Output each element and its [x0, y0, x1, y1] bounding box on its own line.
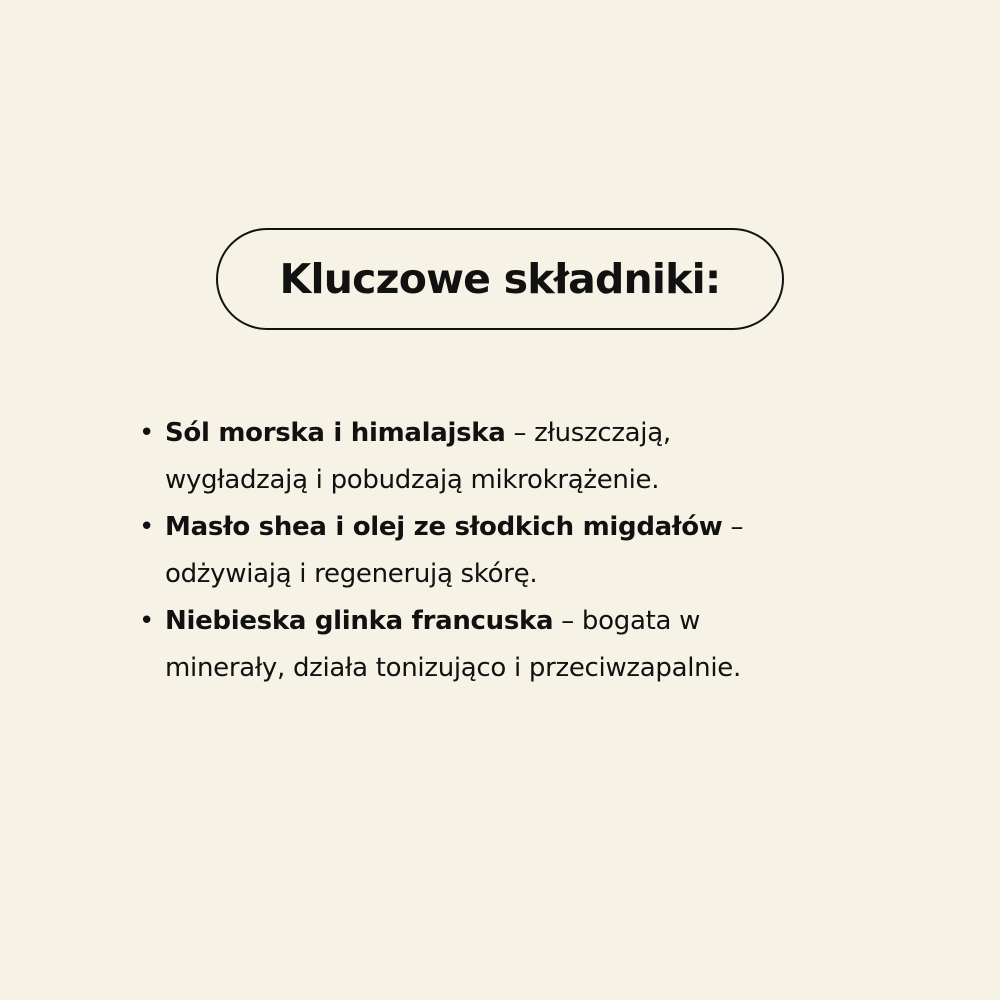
list-item: [138, 410, 958, 504]
ingredient-line-1: [165, 598, 958, 645]
ingredient-name: Masło shea i olej ze słodkich migdałów: [165, 512, 723, 542]
page-title: Kluczowe składniki:: [279, 255, 721, 303]
bullet-icon: •: [139, 418, 155, 448]
ingredient-line-1: [165, 410, 958, 457]
ingredient-name: Sól morska i himalajska: [165, 418, 506, 448]
ingredient-description: –: [722, 512, 744, 542]
ingredient-description-continued: odżywiają i regenerują skórę.: [165, 559, 538, 589]
title-pill: [216, 228, 784, 330]
ingredient-line-1: [165, 504, 958, 551]
ingredient-description: – złuszczają,: [505, 418, 671, 448]
bullet-icon: •: [139, 512, 155, 542]
list-item: [138, 504, 958, 598]
ingredient-name: Niebieska glinka francuska: [165, 606, 554, 636]
ingredient-description-continued: wygładzają i pobudzają mikrokrążenie.: [165, 465, 660, 495]
ingredient-description: – bogata w: [553, 606, 701, 636]
list-item: [138, 598, 958, 692]
ingredients-list: [138, 410, 958, 692]
bullet-icon: •: [139, 606, 155, 636]
ingredient-description-continued: minerały, działa tonizująco i przeciwzapalnie.: [165, 653, 741, 683]
